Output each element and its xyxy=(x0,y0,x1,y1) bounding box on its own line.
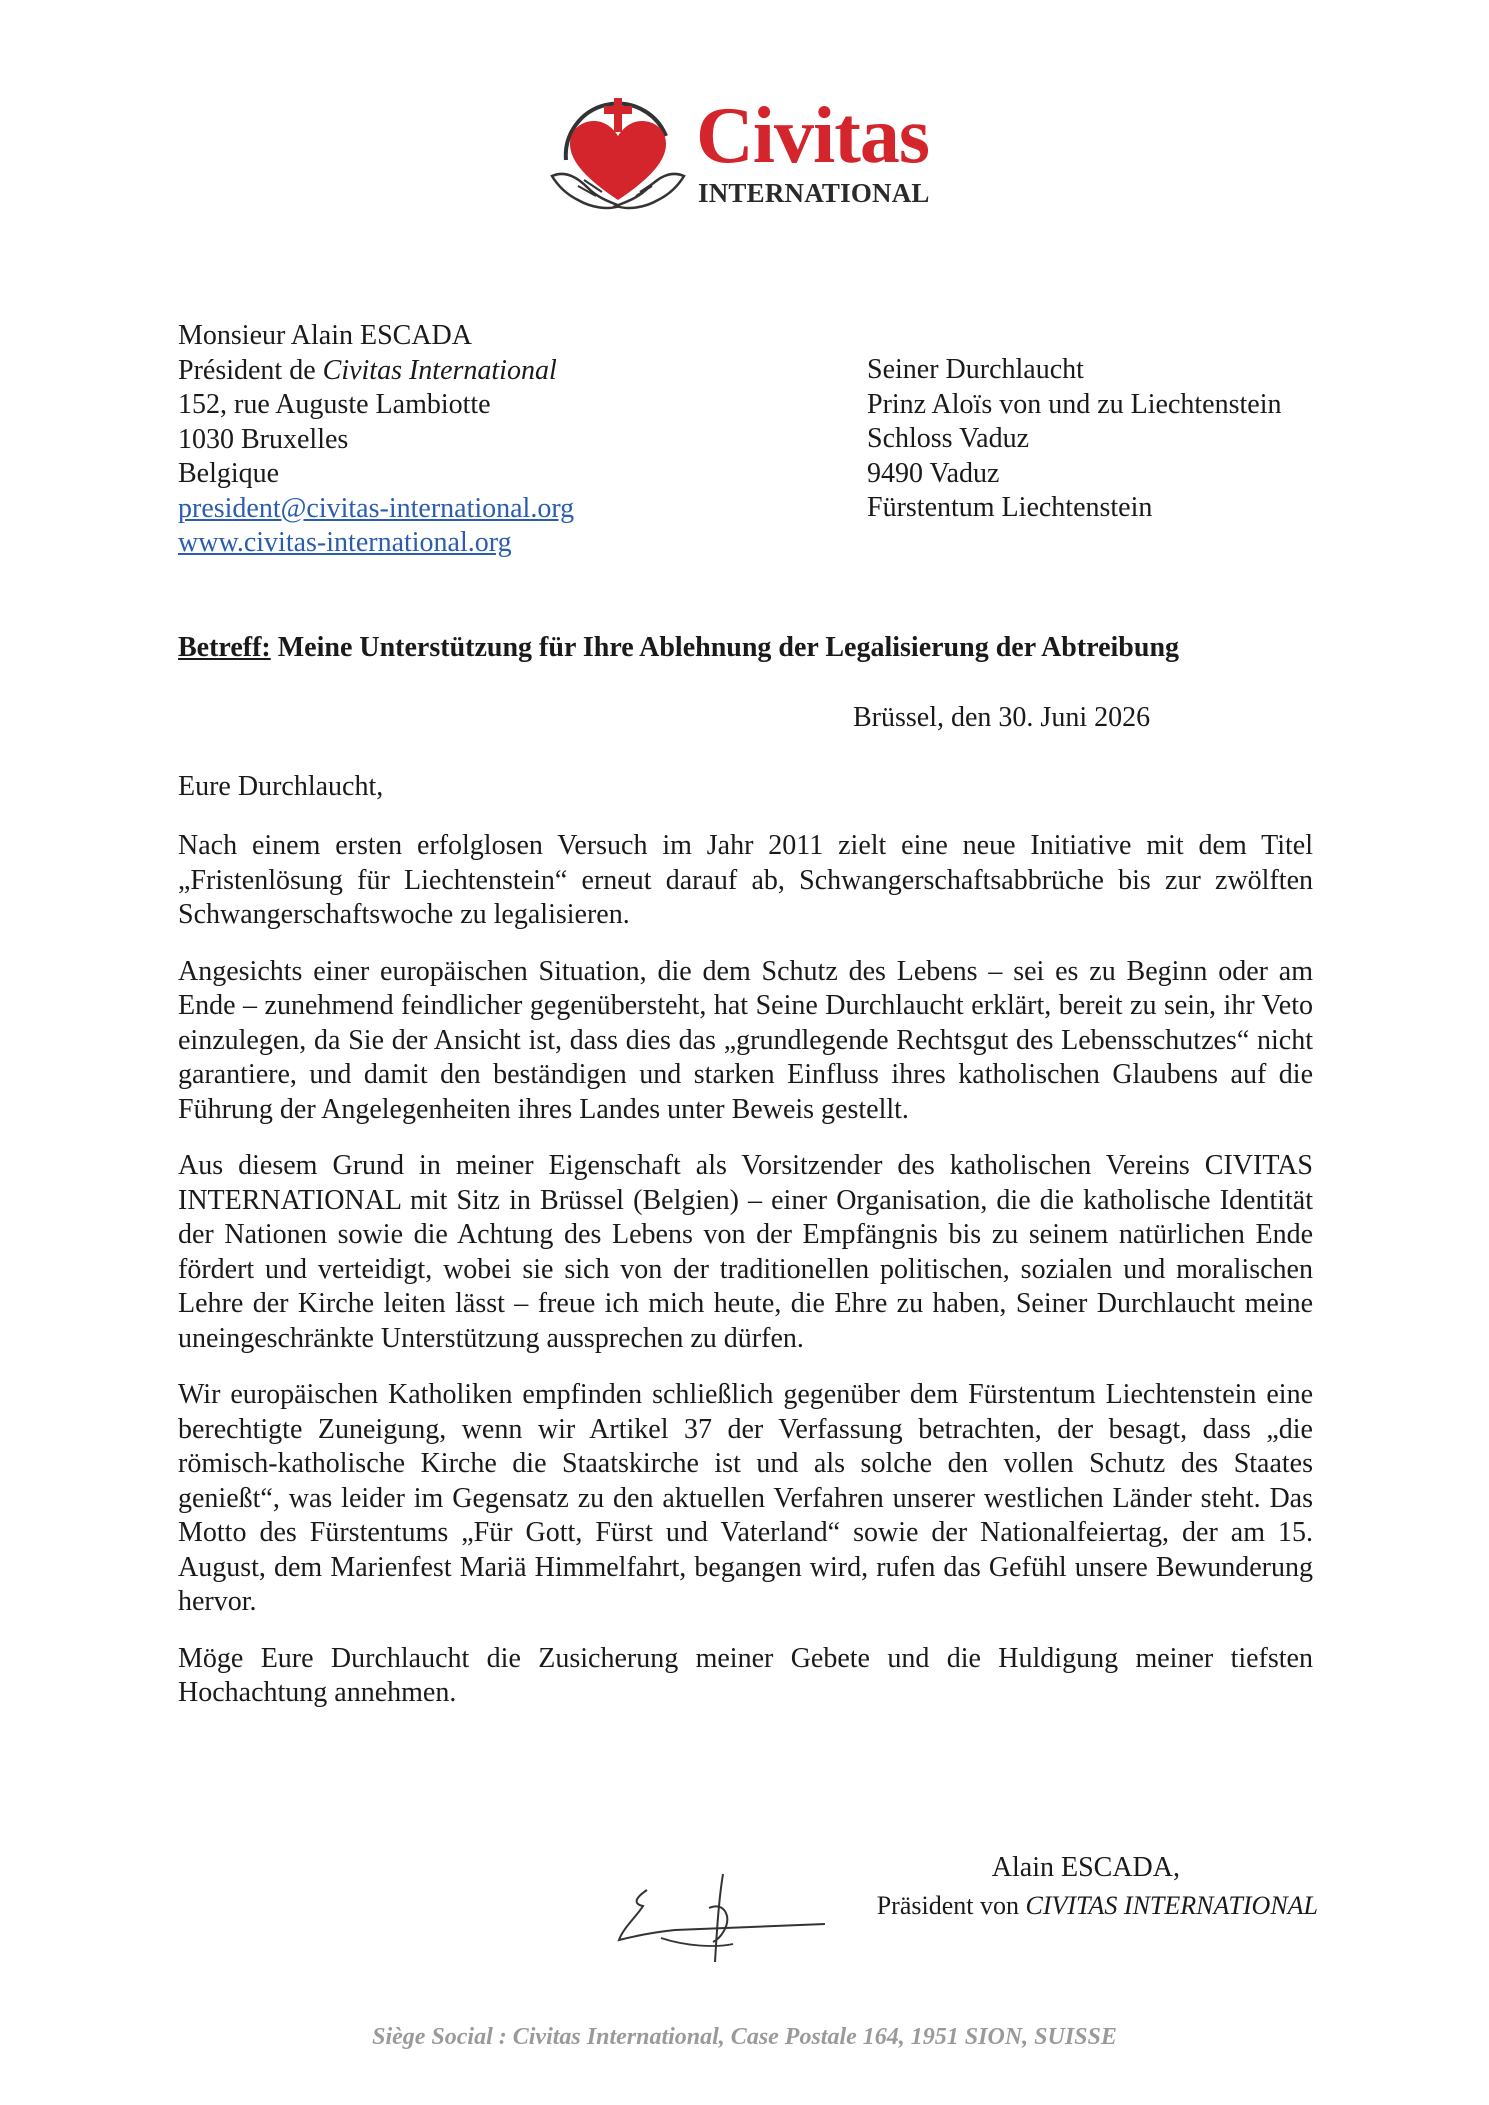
body-paragraph: Nach einem ersten erfolglosen Versuch im Jahr 2011 zielt eine neue Initiative mit dem Titel „Fristenlösung für Liechtenstein“ erneut darauf ab, Schwangerschaftsabbrüche bis zur zwölften Schwangerschaftswoche zu legalisieren. xyxy=(178,830,1313,930)
sender-title xyxy=(178,354,574,389)
signer-title-prefix: Präsident von xyxy=(876,1891,1026,1920)
subject-text: Meine Unterstützung für Ihre Ablehnung der Legalisierung der Abtreibung xyxy=(270,632,1180,663)
recipient-line: Fürstentum Liechtenstein xyxy=(867,492,1153,523)
civitas-logo xyxy=(548,88,948,218)
footer-registered-office: Siège Social : Civitas International, Case Postale 164, 1951 SION, SUISSE xyxy=(372,2024,1117,2050)
sender-title-org: Civitas International xyxy=(322,354,557,386)
body-paragraph: Wir europäischen Katholiken empfinden schließlich gegenüber dem Fürstentum Liechtenstein eine berechtigte Zuneigung, wenn wir Artikel 37 der Verfassung betrachten, der besagt, dass „die römisch-katholische Kirche die Staatskirche ist und als solche den vollen Schutz des Staates genießt“, was leider im Gegensatz zu den aktuellen Verfahren unserer westlichen Länder steht. Das Motto des Fürstentums „Für Gott, Fürst und Vaterland“ sowie der Nationalfeiertag, der am 15. August, dem Marienfest Mariä Himmelfahrt, begangen wird, rufen das Gefühl unsere Bewunderung hervor. xyxy=(178,1379,1313,1617)
sender-city: 1030 Bruxelles xyxy=(178,423,349,455)
signer-title xyxy=(800,1886,1318,1926)
subject-label: Betreff: xyxy=(178,632,271,663)
sender-title-prefix: Président de xyxy=(178,354,323,386)
body-paragraph: Aus diesem Grund in meiner Eigenschaft als Vorsitzender des katholischen Vereins CIVITAS INTERNATIONAL mit Sitz in Brüssel (Belgien) – einer Organisation, die die katholische Identität der Nationen sowie die Achtung des Lebens von der Empfängnis bis zu seinem natürlichen Ende fördert und verteidigt, wobei sie sich von der traditionellen politischen, sozialen und moralischen Lehre der Kirche leiten lässt – freue ich mich heute, die Ehre zu haben, Seiner Durchlaucht meine uneingeschränkte Unterstützung aussprechen zu dürfen. xyxy=(178,1150,1313,1354)
heart-cross-hands-icon xyxy=(548,88,688,218)
closing-block xyxy=(800,1850,1318,1926)
recipient-line: 9490 Vaduz xyxy=(867,457,1000,489)
sender-name: Monsieur Alain ESCADA xyxy=(178,320,472,351)
subject-line xyxy=(178,631,1318,665)
recipient-line: Schloss Vaduz xyxy=(867,423,1030,454)
sender-email-link[interactable]: president@civitas-international.org xyxy=(178,492,575,524)
signer-name: Alain ESCADA, xyxy=(991,1852,1180,1883)
logo-wordmark: Civitas xyxy=(696,92,929,180)
letter-body xyxy=(178,829,1313,1733)
sender-country: Belgique xyxy=(178,458,280,489)
logo-subtitle: INTERNATIONAL xyxy=(698,178,930,208)
sender-website-link[interactable]: www.civitas-international.org xyxy=(178,527,512,558)
sender-address xyxy=(178,319,574,561)
recipient-address xyxy=(867,353,1282,526)
signer-title-org: CIVITAS INTERNATIONAL xyxy=(1025,1891,1318,1920)
body-paragraph: Angesichts einer europäischen Situation, die dem Schutz des Lebens – sei es zu Beginn oder am Ende – zunehmend feindlicher gegenübersteht, hat Seine Durchlaucht erklärt, bereit zu sein, ihr Veto einzulegen, da Sie der Ansicht ist, dass dies das „grundlegende Rechtsgut des Lebensschutzes“ nicht garantiere, und damit den beständigen und starken Einfluss ihres katholischen Glaubens auf die Führung der Angelegenheiten ihres Landes unter Beweis gestellt. xyxy=(178,955,1313,1125)
letter-date: Brüssel, den 30. Juni 2026 xyxy=(853,702,1151,733)
body-paragraph: Möge Eure Durchlaucht die Zusicherung meiner Gebete und die Huldigung meiner tiefsten Hochachtung annehmen. xyxy=(178,1642,1313,1708)
salutation: Eure Durchlaucht, xyxy=(178,771,384,802)
sender-street: 152, rue Auguste Lambiotte xyxy=(178,389,491,420)
recipient-line: Seiner Durchlaucht xyxy=(867,354,1084,385)
recipient-line: Prinz Aloïs von und zu Liechtenstein xyxy=(867,388,1282,420)
